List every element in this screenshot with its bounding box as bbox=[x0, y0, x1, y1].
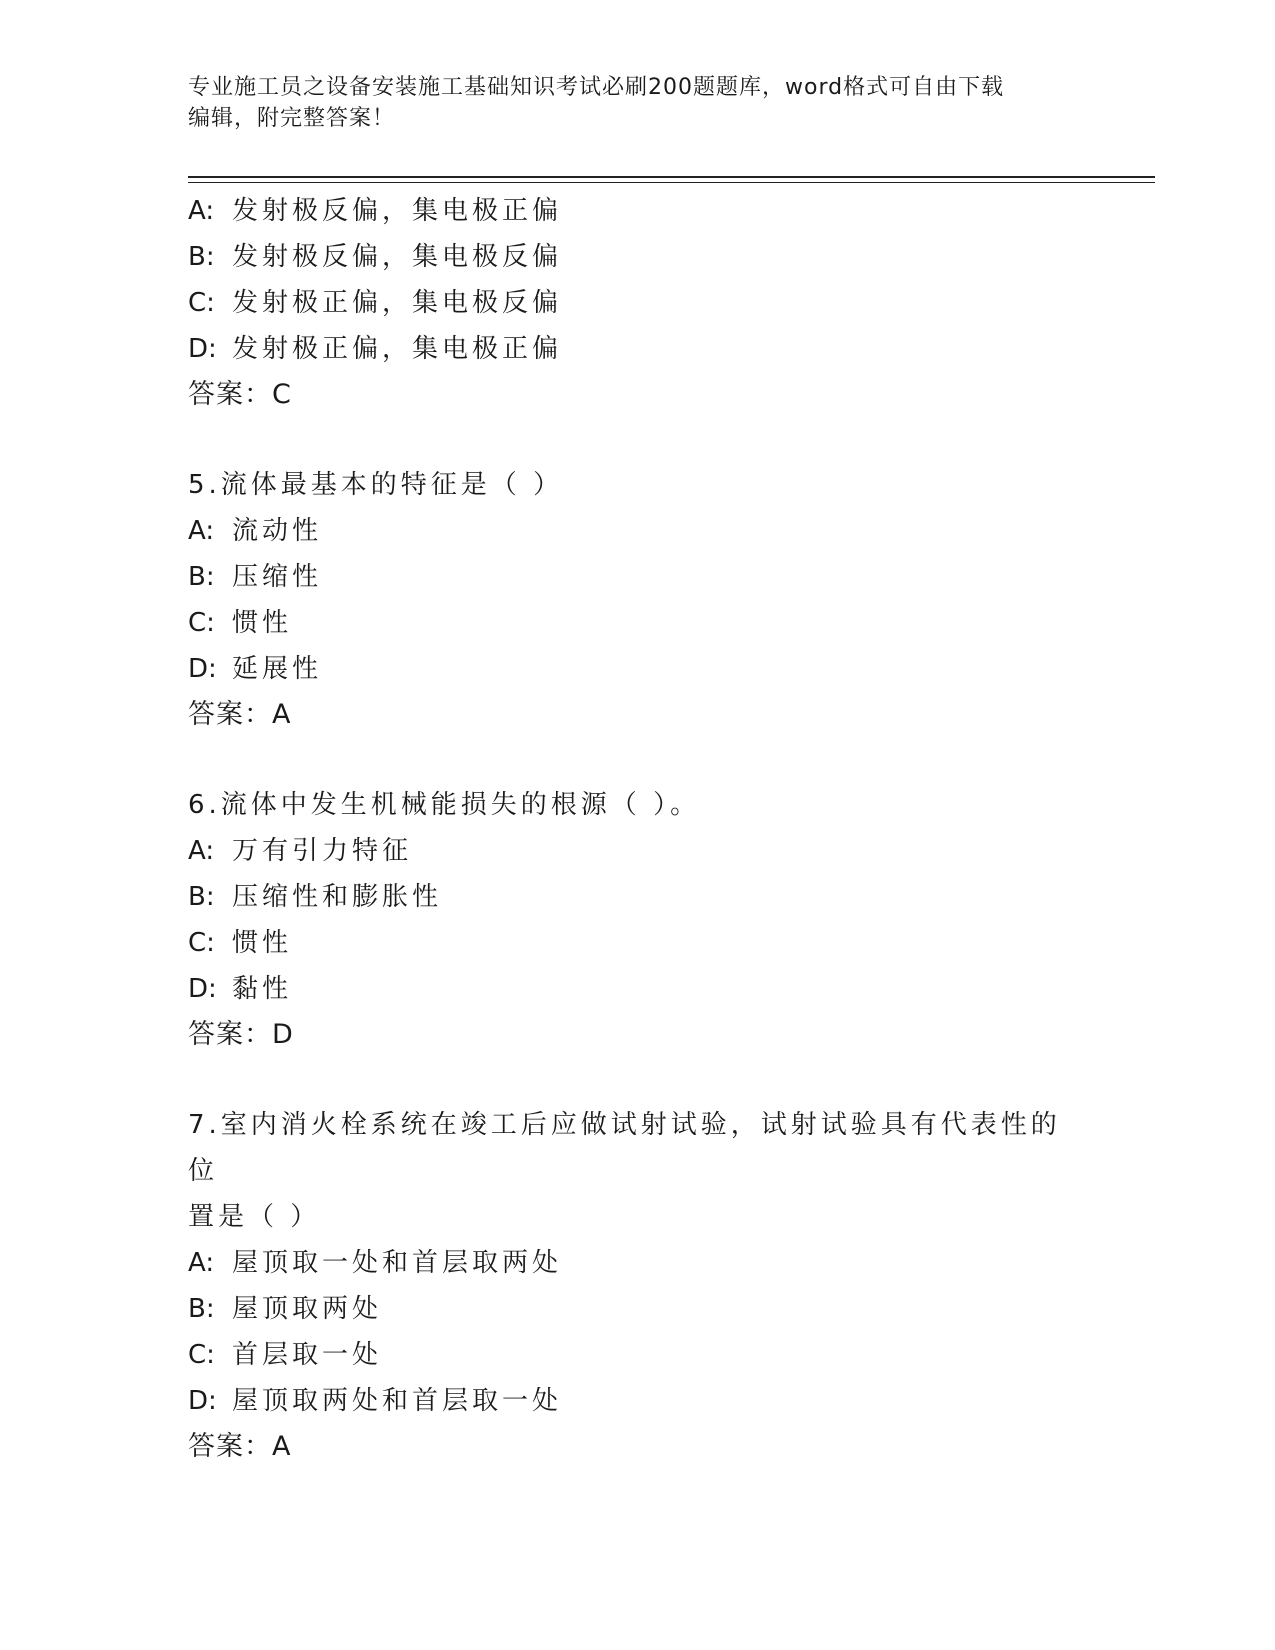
option-label: C: bbox=[188, 288, 215, 318]
option-label: D: bbox=[188, 654, 217, 684]
option-a bbox=[188, 188, 1088, 234]
header-divider-thin bbox=[188, 182, 1155, 183]
option-label: A: bbox=[188, 196, 215, 226]
option-label: A: bbox=[188, 516, 215, 546]
question-text-line1: 7.室内消火栓系统在竣工后应做试射试验，试射试验具有代表性的位 bbox=[188, 1110, 1061, 1186]
option-text: 延展性 bbox=[232, 654, 323, 684]
option-b bbox=[188, 874, 1088, 920]
option-text: 发射极反偏，集电极正偏 bbox=[232, 196, 563, 226]
header-title-line1: 专业施工员之设备安装施工基础知识考试必刷200题题库，word格式可自由下载 bbox=[188, 75, 1005, 100]
option-text: 发射极正偏，集电极反偏 bbox=[232, 288, 563, 318]
option-text: 流动性 bbox=[232, 516, 323, 546]
option-c bbox=[188, 920, 1088, 966]
option-b bbox=[188, 1286, 1088, 1332]
option-label: C: bbox=[188, 608, 215, 638]
option-d bbox=[188, 646, 1088, 692]
option-d bbox=[188, 326, 1088, 372]
question-list bbox=[188, 188, 1088, 1470]
answer-text: 答案：C bbox=[188, 379, 292, 410]
header-divider-thick bbox=[188, 176, 1155, 178]
option-label: C: bbox=[188, 928, 215, 958]
option-text: 压缩性 bbox=[232, 562, 323, 592]
option-label: A: bbox=[188, 1248, 215, 1278]
option-c bbox=[188, 600, 1088, 646]
option-label: A: bbox=[188, 836, 215, 866]
option-text: 屋顶取两处和首层取一处 bbox=[232, 1386, 563, 1416]
option-text: 首层取一处 bbox=[232, 1340, 383, 1370]
question-7 bbox=[188, 1102, 1088, 1470]
option-label: D: bbox=[188, 974, 217, 1004]
option-d bbox=[188, 966, 1088, 1012]
option-c bbox=[188, 1332, 1088, 1378]
option-text: 惯性 bbox=[232, 928, 293, 958]
option-text: 发射极正偏，集电极正偏 bbox=[232, 334, 563, 364]
option-a bbox=[188, 828, 1088, 874]
option-a bbox=[188, 508, 1088, 554]
option-text: 屋顶取两处 bbox=[232, 1294, 383, 1324]
option-label: D: bbox=[188, 1386, 217, 1416]
document-header bbox=[188, 72, 1068, 134]
option-label: B: bbox=[188, 242, 215, 272]
option-text: 惯性 bbox=[232, 608, 293, 638]
option-text: 压缩性和膨胀性 bbox=[232, 882, 443, 912]
option-text: 发射极反偏，集电极反偏 bbox=[232, 242, 563, 272]
question-4-options bbox=[188, 188, 1088, 418]
option-text: 万有引力特征 bbox=[232, 836, 413, 866]
answer-text: 答案：A bbox=[188, 699, 292, 730]
option-label: B: bbox=[188, 882, 215, 912]
option-a bbox=[188, 1240, 1088, 1286]
header-title-line2: 编辑，附完整答案！ bbox=[188, 106, 396, 131]
question-text: 5.流体最基本的特征是（ ） bbox=[188, 470, 564, 500]
question-text-line2: 置是（ ） bbox=[188, 1202, 321, 1232]
option-label: C: bbox=[188, 1340, 215, 1370]
answer-text: 答案：A bbox=[188, 1431, 292, 1462]
option-b bbox=[188, 234, 1088, 280]
option-label: B: bbox=[188, 1294, 215, 1324]
option-text: 屋顶取一处和首层取两处 bbox=[232, 1248, 563, 1278]
option-label: B: bbox=[188, 562, 215, 592]
question-6 bbox=[188, 782, 1088, 1058]
option-c bbox=[188, 280, 1088, 326]
option-label: D: bbox=[188, 334, 217, 364]
option-d bbox=[188, 1378, 1088, 1424]
option-text: 黏性 bbox=[232, 974, 293, 1004]
option-b bbox=[188, 554, 1088, 600]
answer-text: 答案：D bbox=[188, 1019, 294, 1050]
question-5 bbox=[188, 462, 1088, 738]
question-text: 6.流体中发生机械能损失的根源（ ）。 bbox=[188, 790, 701, 820]
